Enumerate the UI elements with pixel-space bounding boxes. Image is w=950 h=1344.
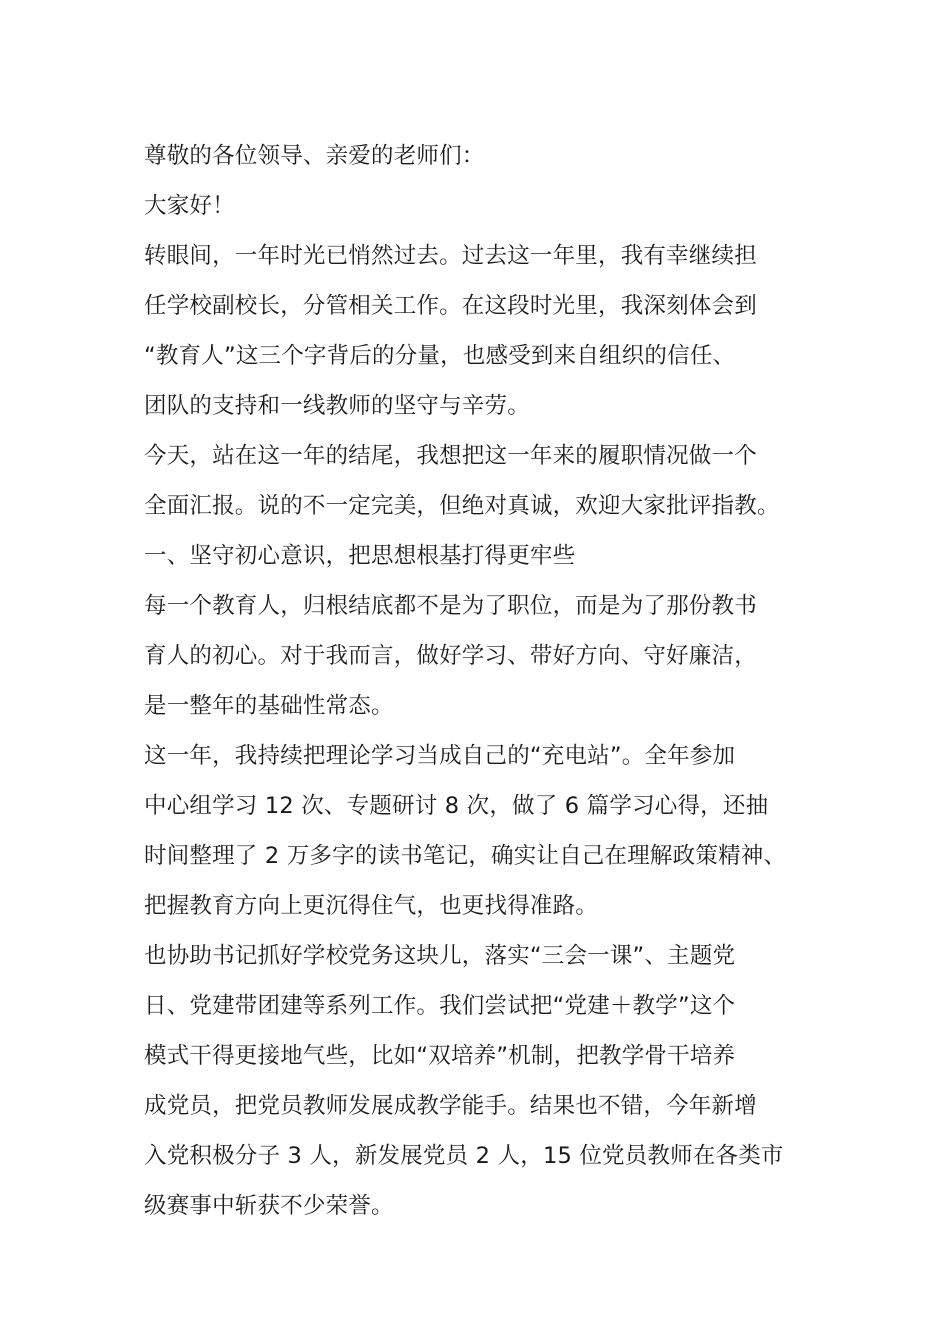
greeting-line: 大家好！: [144, 193, 235, 219]
paragraph-line: 团队的支持和一线教师的坚守与辛劳。: [144, 393, 530, 419]
paragraph-line: 每一个教育人，归根结底都不是为了职位，而是为了那份教书: [144, 593, 757, 619]
paragraph-line: “教育人”这三个字背后的分量，也感受到来自组织的信任、: [144, 343, 736, 369]
paragraph-line: 级赛事中斩获不少荣誉。: [144, 1193, 394, 1219]
paragraph-line: 育人的初心。对于我而言，做好学习、带好方向、守好廉洁，: [144, 643, 757, 669]
paragraph-line: 入党积极分子 3 人，新发展党员 2 人，15 位党员教师在各类市: [144, 1143, 784, 1169]
paragraph-line: 模式干得更接地气些，比如“双培养”机制，把教学骨干培养: [144, 1043, 736, 1069]
paragraph-line: 中心组学习 12 次、专题研讨 8 次，做了 6 篇学习心得，还抽: [144, 793, 769, 819]
paragraph-line: 把握教育方向上更沉得住气，也更找得准路。: [144, 893, 599, 919]
section-heading: 一、坚守初心意识，把思想根基打得更牢些: [144, 543, 576, 569]
paragraph-line: 日、党建带团建等系列工作。我们尝试把“党建＋教学”这个: [144, 993, 736, 1019]
paragraph-line: 任学校副校长，分管相关工作。在这段时光里，我深刻体会到: [144, 293, 757, 319]
paragraph-line: 时间整理了 2 万多字的读书笔记，确实让自己在理解政策精神、: [144, 843, 787, 869]
document-body: [144, 131, 834, 1231]
paragraph-line: 这一年，我持续把理论学习当成自己的“充电站”。全年参加: [144, 743, 736, 769]
paragraph-line: 全面汇报。说的不一定完美，但绝对真诚，欢迎大家批评指教。: [144, 493, 780, 519]
paragraph-line: 今天，站在这一年的结尾，我想把这一年来的履职情况做一个: [144, 443, 757, 469]
paragraph-line: 是一整年的基础性常态。: [144, 693, 394, 719]
paragraph-line: 转眼间，一年时光已悄然过去。过去这一年里，我有幸继续担: [144, 243, 757, 269]
paragraph-line: 成党员，把党员教师发展成教学能手。结果也不错，今年新增: [144, 1093, 757, 1119]
salutation-line: 尊敬的各位领导、亲爱的老师们：: [144, 143, 485, 169]
paragraph-line: 也协助书记抓好学校党务这块儿，落实“三会一课”、主题党: [144, 943, 736, 969]
